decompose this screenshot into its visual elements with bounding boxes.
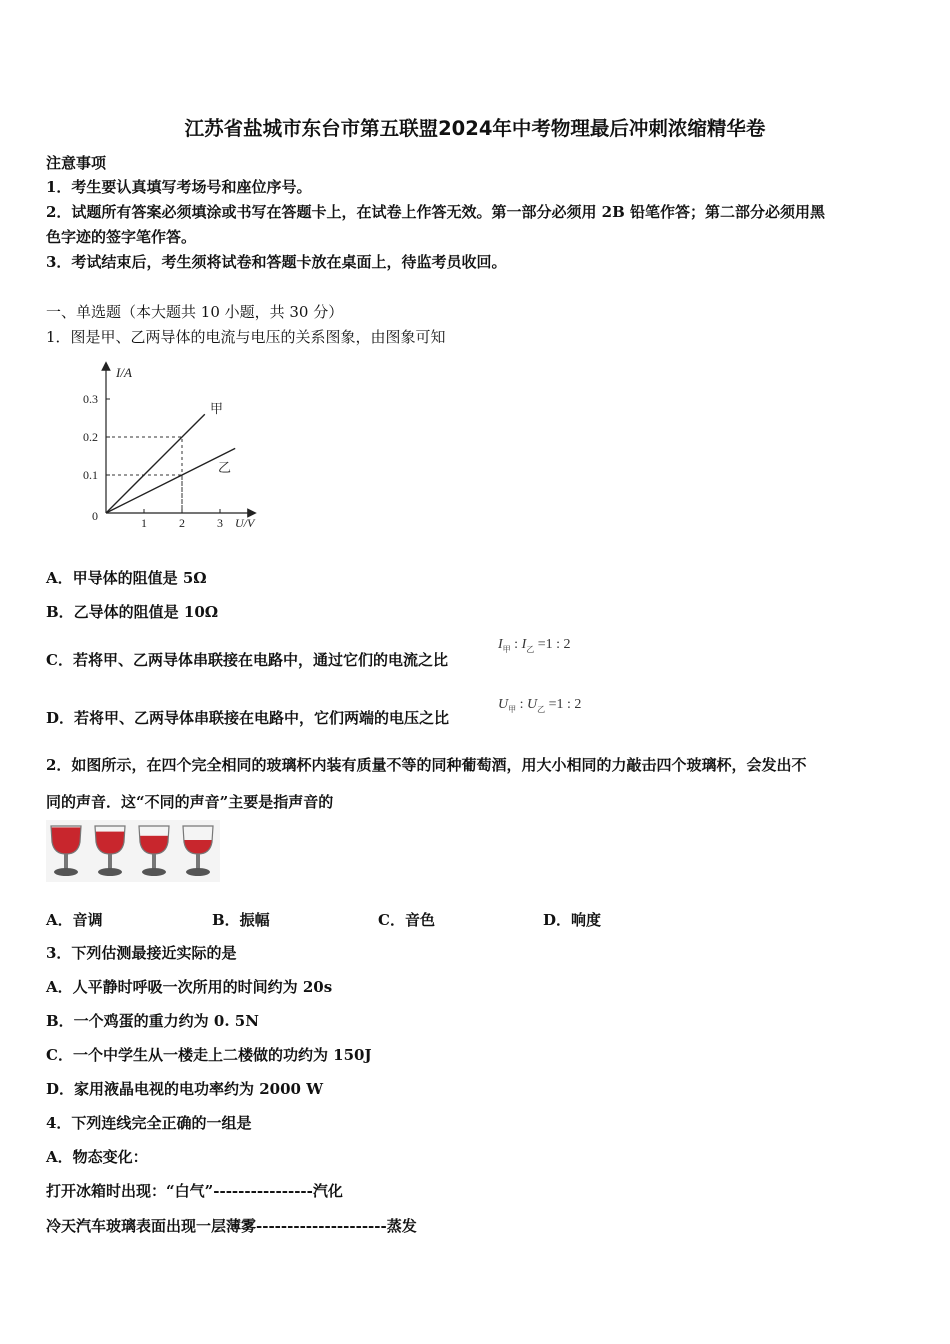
question-4-stem: 4．下列连线完全正确的一组是 <box>46 1114 252 1132</box>
notice-item: 1．考生要认真填写考场号和座位序号。 <box>46 178 312 196</box>
formula-current-ratio: $I_甲$ : $I_乙 =1$ : 2 <box>498 637 571 654</box>
question-2-stem-cont: 同的声音．这“不同的声音”主要是指声音的 <box>46 793 334 811</box>
question-3-stem: 3．下列估测最接近实际的是 <box>46 944 237 962</box>
section-heading: 一、单选题（本大题共 10 小题，共 30 分） <box>46 303 344 321</box>
y-tick-label: 0.3 <box>83 392 98 406</box>
q2-option-a: A．音调 <box>46 911 103 929</box>
glass-stem <box>196 854 200 869</box>
origin-label: 0 <box>92 509 98 523</box>
q2-option-c: C．音色 <box>378 911 435 929</box>
y-tick-label: 0.2 <box>83 430 98 444</box>
series-label-yi: 乙 <box>218 460 232 475</box>
q3-option-d: D．家用液晶电视的电功率约为 2000 W <box>46 1080 324 1098</box>
glass-stem <box>152 854 156 869</box>
q1-option-b: B．乙导体的阻值是 10Ω <box>46 603 219 621</box>
q3-option-b: B．一个鸡蛋的重力约为 0. 5N <box>46 1012 259 1030</box>
glass-stem <box>108 854 112 869</box>
wine-glasses-image <box>46 820 220 882</box>
series-line-yi <box>106 448 235 513</box>
notice-item: 2．试题所有答案必须填涂或书写在答题卡上，在试卷上作答无效。第一部分必须用 2B 铅笔作答；第二部分必须用黑 <box>46 203 826 221</box>
glass-base <box>142 868 166 876</box>
glass-base <box>186 868 210 876</box>
notice-item: 色字迹的签字笔作答。 <box>46 228 197 246</box>
q4-line: 冷天汽车玻璃表面出现一层薄雾---------------------蒸发 <box>46 1217 417 1235</box>
formula-voltage-ratio: $U_甲$ : $U_乙 =1$ : 2 <box>498 697 582 714</box>
x-axis-label: U/V <box>235 516 255 530</box>
question-2-stem: 2．如图所示，在四个完全相同的玻璃杯内装有质量不等的同种葡萄酒，用大小相同的力敲击四个玻璃杯，会发出不 <box>46 756 807 774</box>
q4-option-a: A．物态变化： <box>46 1148 148 1166</box>
q2-option-b: B．振幅 <box>212 911 270 929</box>
glass-base <box>54 868 78 876</box>
notice-heading: 注意事项 <box>46 154 107 172</box>
q3-option-c: C．一个中学生从一楼走上二楼做的功约为 150J <box>46 1046 372 1064</box>
question-1-stem: 1．图是甲、乙两导体的电流与电压的关系图象，由图象可知 <box>46 328 446 346</box>
series-label-jia: 甲 <box>210 401 224 416</box>
q4-line: 打开冰箱时出现：“白气”----------------汽化 <box>46 1182 343 1200</box>
x-tick-label: 2 <box>179 516 185 530</box>
x-tick-label: 3 <box>217 516 223 530</box>
q1-option-a: A．甲导体的阻值是 5Ω <box>46 569 207 587</box>
q3-option-a: A．人平静时呼吸一次所用的时间约为 20s <box>46 978 333 996</box>
x-tick-label: 1 <box>141 516 147 530</box>
y-tick-label: 0.1 <box>83 468 98 482</box>
notice-item: 3．考试结束后，考生须将试卷和答题卡放在桌面上，待监考员收回。 <box>46 253 507 271</box>
q2-option-d: D．响度 <box>543 911 602 929</box>
q1-option-d: D．若将甲、乙两导体串联接在电路中，它们两端的电压之比 <box>46 709 450 727</box>
glass-stem <box>64 854 68 869</box>
glass-base <box>98 868 122 876</box>
page-title: 江苏省盐城市东台市第五联盟2024年中考物理最后冲刺浓缩精华卷 <box>184 117 766 140</box>
series-line-jia <box>106 414 205 513</box>
q1-option-c: C．若将甲、乙两导体串联接在电路中，通过它们的电流之比 <box>46 651 448 669</box>
y-axis-label: I/A <box>116 365 132 380</box>
iu-graph <box>80 360 270 535</box>
